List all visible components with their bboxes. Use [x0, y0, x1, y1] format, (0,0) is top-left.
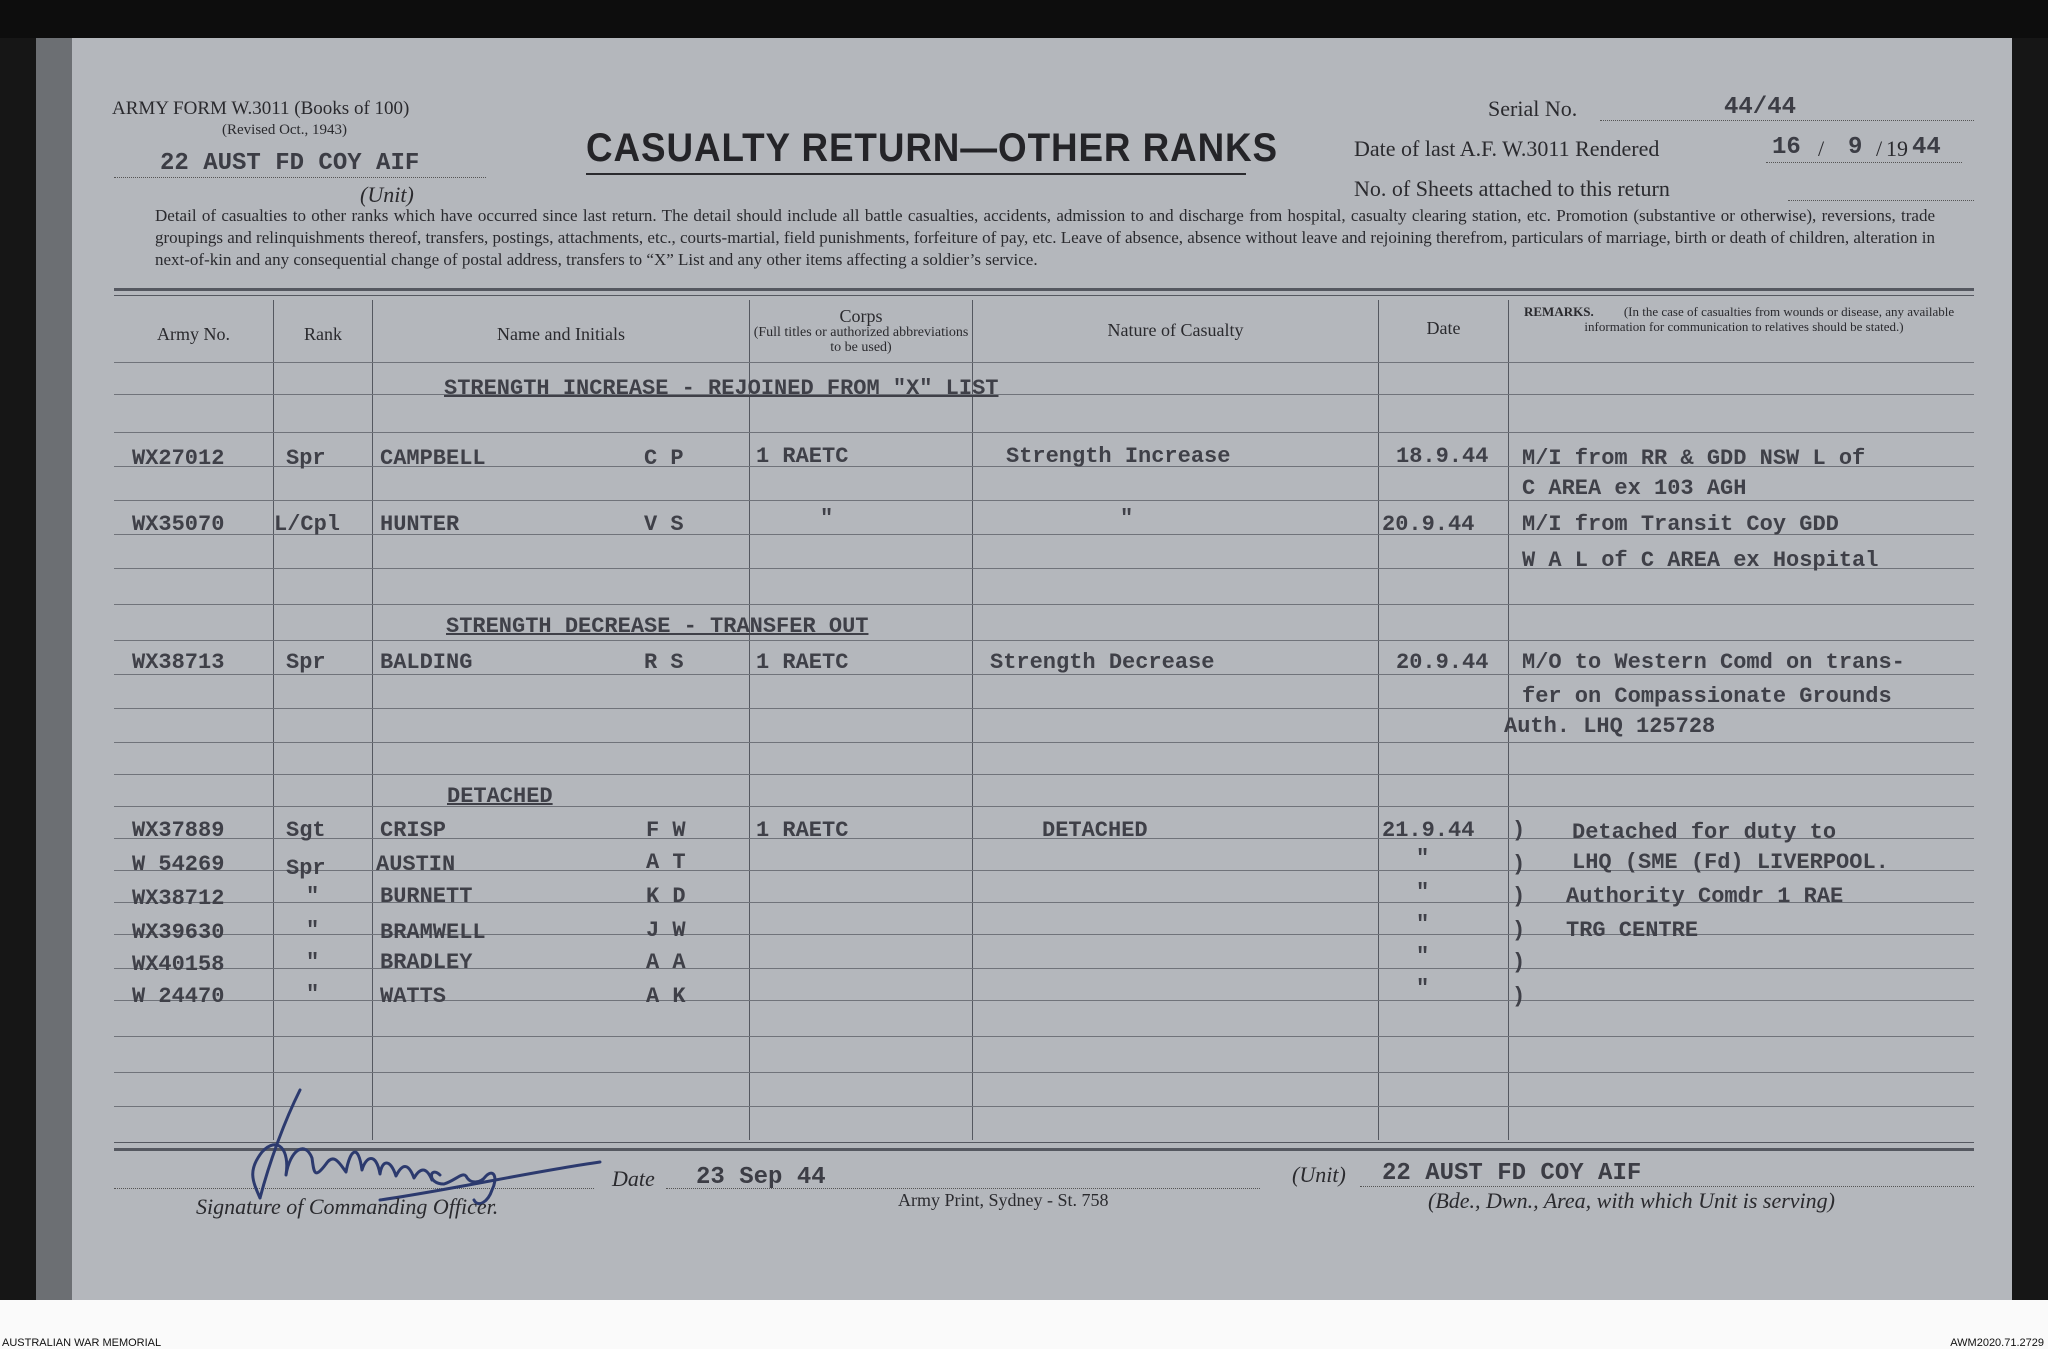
col-divider-4: [972, 300, 973, 1140]
bracket: ): [1512, 950, 1526, 975]
entry-rank: Spr: [286, 446, 326, 471]
date-last-day: 16: [1772, 134, 1801, 161]
serial-value: 44/44: [1724, 94, 1797, 121]
detached-name: BRADLEY: [380, 950, 473, 975]
detached-remarks: Authority Comdr 1 RAE: [1566, 884, 1844, 909]
footer-date-value: 23 Sep 44: [696, 1164, 826, 1191]
archive-credit: AUSTRALIAN WAR MEMORIAL: [2, 1337, 162, 1349]
entry-corps: ": [820, 506, 834, 531]
section-decrease: STRENGTH DECREASE - TRANSFER OUT: [446, 614, 869, 639]
entry-army-no: WX35070: [132, 512, 225, 537]
date-last-slash1: /: [1818, 136, 1825, 161]
detached-remarks: TRG CENTRE: [1566, 918, 1699, 943]
bracket: ): [1512, 884, 1526, 909]
entry-initials: C P: [644, 446, 684, 471]
torn-left-edge: [36, 38, 76, 1300]
detached-initials: J W: [646, 918, 686, 943]
entry-name: CAMPBELL: [380, 446, 486, 471]
detached-nature: DETACHED: [1042, 818, 1148, 843]
bracket: ): [1512, 918, 1526, 943]
table-top-rule-2: [114, 295, 1974, 296]
table-rule-line: [114, 1036, 1974, 1037]
entry-army-no: WX27012: [132, 446, 225, 471]
entry-corps: 1 RAETC: [756, 650, 849, 675]
detached-date: 21.9.44: [1382, 818, 1475, 843]
entry-remarks-2: C AREA ex 103 AGH: [1522, 476, 1747, 501]
detached-rank: ": [306, 884, 320, 909]
detached-name: BURNETT: [380, 884, 473, 909]
instructions-paragraph: Detail of casualties to other ranks which have occurred since last return. The detail should include all battle casualties, accidents, admission to and discharge from hospital, casualty clearing station, etc. Promotion (substantive or otherwise), reversions, trade groupings and relinquishments thereof, transfers, postings, attachments, etc., courts-martial, field punishments, forfeiture of pay, etc. Leave of absence, absence without leave and rejoining therefrom, particulars of marriage, birth or death of children, alteration in next-of-kin and any consequential change of postal address, transfers to “X” List and any other items affecting a soldier’s service.: [155, 206, 1935, 269]
detached-rank: ": [306, 918, 320, 943]
date-last-label: Date of last A.F. W.3011 Rendered: [1354, 136, 1660, 161]
header-rank: Rank: [304, 324, 342, 344]
serial-label: Serial No.: [1488, 96, 1578, 121]
detached-initials: F W: [646, 818, 686, 843]
entry-remarks-1: M/O to Western Comd on trans-: [1522, 650, 1905, 675]
table-rule-line: [114, 604, 1974, 605]
detached-army-no: WX38712: [132, 886, 225, 911]
detached-rank: ": [306, 982, 320, 1007]
title-underline: [586, 173, 1246, 175]
entry-date: 20.9.44: [1382, 512, 1475, 537]
table-rule-line: [114, 742, 1974, 743]
entry-remarks-1: M/I from RR & GDD NSW L of: [1522, 446, 1866, 471]
detached-name: AUSTIN: [376, 852, 456, 877]
detached-date: ": [1416, 944, 1430, 969]
table-rule-line: [114, 806, 1974, 807]
detached-rank: Sgt: [286, 818, 326, 843]
header-date: Date: [1426, 318, 1461, 338]
detached-initials: A T: [646, 850, 686, 875]
table-top-rule: [114, 288, 1974, 291]
section-increase: STRENGTH INCREASE - REJOINED FROM "X" LIST: [444, 376, 999, 401]
top-border: [0, 0, 2048, 38]
col-divider-1: [273, 300, 274, 1140]
detached-remarks: Detached for duty to: [1572, 820, 1837, 845]
detached-army-no: WX37889: [132, 818, 225, 843]
bracket: ): [1512, 818, 1526, 843]
table-rule-line: [114, 432, 1974, 433]
entry-nature: Strength Decrease: [990, 650, 1215, 675]
archive-reference: AWM2020.71.2729: [1950, 1337, 2044, 1349]
detached-army-no: WX39630: [132, 920, 225, 945]
detached-name: BRAMWELL: [380, 920, 486, 945]
entry-remarks-2: fer on Compassionate Grounds: [1522, 684, 1892, 709]
detached-remarks: LHQ (SME (Fd) LIVERPOOL.: [1572, 850, 1889, 875]
header-army-no: Army No.: [157, 324, 230, 344]
header-remarks-note: (In the case of casualties from wounds or disease, any available information for communication to relatives should be stated.): [1584, 304, 1955, 334]
table-rule-line: [114, 1072, 1974, 1073]
entry-army-no: WX38713: [132, 650, 225, 675]
detached-army-no: W 24470: [132, 984, 225, 1009]
header-name: Name and Initials: [497, 324, 625, 344]
detached-initials: K D: [646, 884, 686, 909]
detached-initials: A K: [646, 984, 686, 1009]
entry-initials: V S: [644, 512, 684, 537]
date-last-month: 9: [1848, 134, 1863, 161]
table-rule-line: [114, 362, 1974, 363]
entry-rank: L/Cpl: [274, 512, 341, 537]
sheets-label: No. of Sheets attached to this return: [1354, 176, 1670, 201]
table-rule-line: [114, 774, 1974, 775]
bracket: ): [1512, 984, 1526, 1009]
date-last-slash2: /: [1876, 136, 1883, 161]
col-divider-3: [749, 300, 750, 1140]
printer-imprint: Army Print, Sydney - St. 758: [898, 1190, 1109, 1210]
entry-name: HUNTER: [380, 512, 460, 537]
detached-date: ": [1416, 846, 1430, 871]
detached-rank: ": [306, 950, 320, 975]
entry-remarks-2: W A L of C AREA ex Hospital: [1522, 548, 1879, 573]
table-rule-line: [114, 640, 1974, 641]
section-detached: DETACHED: [447, 784, 553, 809]
entry-date: 18.9.44: [1396, 444, 1489, 469]
table-rule-line: [114, 394, 1974, 395]
col-divider-2: [372, 300, 373, 1140]
entry-name: BALDING: [380, 650, 473, 675]
header-nature: Nature of Casualty: [1107, 320, 1244, 340]
detached-date: ": [1416, 912, 1430, 937]
sheets-line: [1788, 180, 1974, 201]
footer-unit-label: (Unit): [1292, 1162, 1346, 1187]
entry-nature: ": [1120, 506, 1134, 531]
form-title: CASUALTY RETURN—OTHER RANKS: [586, 126, 1279, 170]
unit-caption: (Unit): [360, 182, 414, 207]
footer-date-label: Date: [612, 1166, 655, 1191]
header-remarks-title: REMARKS.: [1524, 304, 1594, 319]
detached-date: ": [1416, 976, 1430, 1001]
detached-name: CRISP: [380, 818, 447, 843]
entry-remarks-3: Auth. LHQ 125728: [1504, 714, 1716, 739]
date-last-year: 44: [1912, 134, 1941, 161]
form-revised: (Revised Oct., 1943): [222, 122, 347, 138]
detached-name: WATTS: [380, 984, 447, 1009]
footer-unit-caption: (Bde., Dwn., Area, with which Unit is serving): [1428, 1188, 1835, 1213]
header-corps-title: Corps: [839, 306, 883, 326]
caption-strip: [0, 1300, 2048, 1349]
detached-army-no: WX40158: [132, 952, 225, 977]
signature-label: Signature of Commanding Officer.: [196, 1194, 499, 1219]
detached-date: ": [1416, 880, 1430, 905]
detached-rank: Spr: [286, 856, 326, 881]
form-id: ARMY FORM W.3011 (Books of 100): [112, 98, 410, 119]
entry-rank: Spr: [286, 650, 326, 675]
date-last-year-prefix: 19: [1886, 136, 1908, 161]
header-corps-note: (Full titles or authorized abbreviations to be used): [753, 325, 969, 355]
detached-initials: A A: [646, 950, 686, 975]
unit-value: 22 AUST FD COY AIF: [114, 150, 486, 178]
entry-date: 20.9.44: [1396, 650, 1489, 675]
entry-remarks-1: M/I from Transit Coy GDD: [1522, 512, 1839, 537]
entry-corps: 1 RAETC: [756, 444, 849, 469]
detached-army-no: W 54269: [132, 852, 225, 877]
entry-initials: R S: [644, 650, 684, 675]
detached-corps: 1 RAETC: [756, 818, 849, 843]
entry-nature: Strength Increase: [1006, 444, 1231, 469]
bracket: ): [1512, 852, 1526, 877]
footer-unit-value: 22 AUST FD COY AIF: [1382, 1160, 1642, 1187]
col-divider-5: [1378, 300, 1379, 1140]
